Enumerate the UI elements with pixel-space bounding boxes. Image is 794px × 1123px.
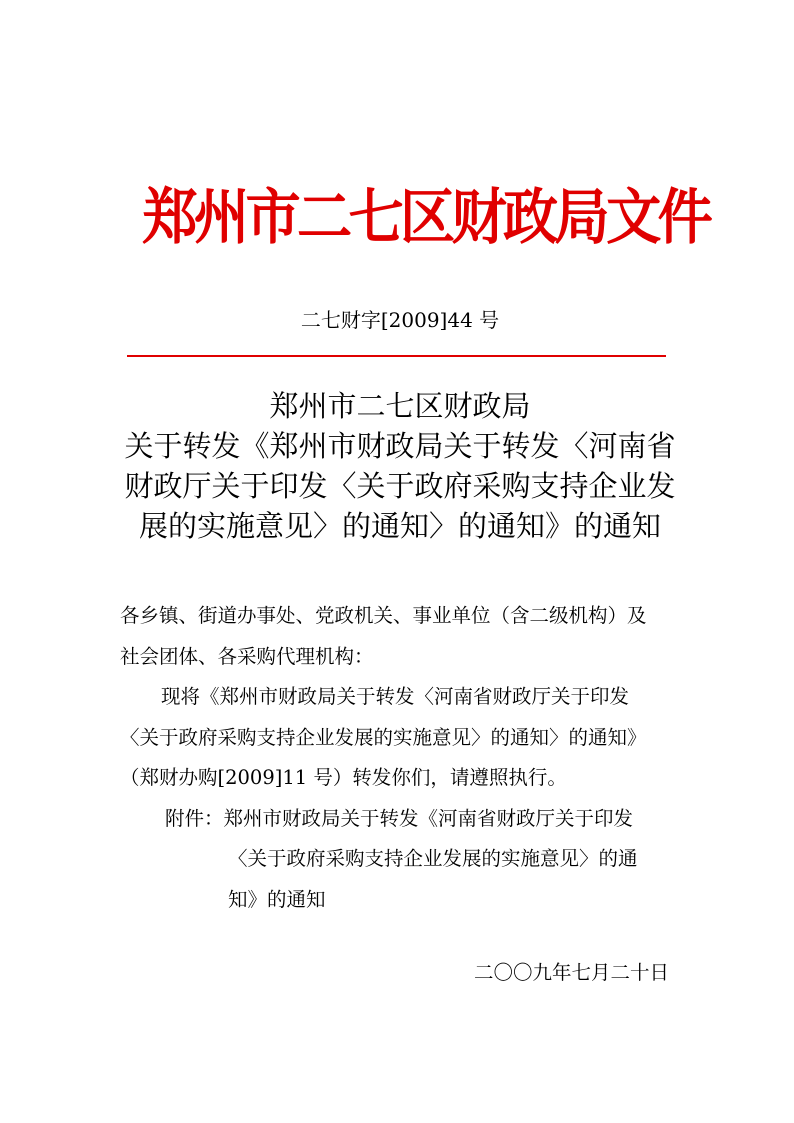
- attachment-line: 知》的通知: [228, 887, 326, 911]
- paragraph-line: 现将《郑州市财政局关于转发〈河南省财政厅关于印发: [161, 685, 630, 708]
- attachment-line: 〈关于政府采购支持企业发展的实施意见〉的通: [228, 847, 638, 870]
- paragraph-line: （郑财办购[2009]11 号）转发你们，请遵照执行。: [120, 766, 567, 789]
- title-line: 关于转发《郑州市财政局关于转发〈河南省: [124, 429, 676, 463]
- addressee-line: 社会团体、各采购代理机构：: [120, 644, 374, 668]
- title-line: 展的实施意见〉的通知〉的通知》的通知: [138, 509, 661, 543]
- title-line: 郑州市二七区财政局: [269, 389, 531, 423]
- paragraph-line: 〈关于政府采购支持企业发展的实施意见〉的通知〉的通知》: [120, 725, 647, 749]
- issue-date: 二〇〇九年七月二十日: [473, 961, 669, 984]
- notice-title: [110, 386, 690, 546]
- addressee-line: 各乡镇、街道办事处、党政机关、事业单位（含二级机构）及: [120, 604, 647, 627]
- masthead-title: 郑州市二七区财政局文件: [142, 183, 710, 253]
- attachment-line: 附件：郑州市财政局关于转发《河南省财政厅关于印发: [165, 806, 634, 830]
- notice-body: [120, 596, 680, 920]
- title-line: 财政厅关于印发〈关于政府采购支持企业发: [124, 469, 676, 503]
- document-number: 二七财字[2009]44 号: [300, 308, 500, 332]
- red-divider-rule: [127, 355, 666, 357]
